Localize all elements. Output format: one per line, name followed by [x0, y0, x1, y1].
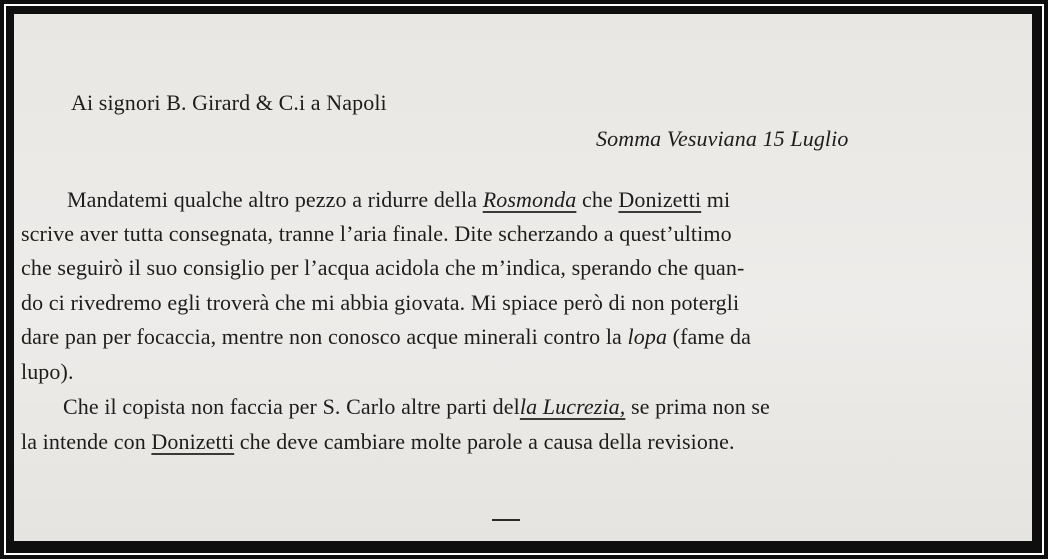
text-span: mi	[701, 187, 731, 212]
underlined-title-lucrezia: la Lucrezia,	[519, 394, 626, 419]
underlined-title-rosmonda: Rosmonda	[482, 187, 577, 212]
paragraph-1-line-6: lupo).	[21, 359, 74, 384]
section-dash	[492, 519, 520, 521]
underlined-name-donizetti: Donizetti	[618, 187, 702, 212]
paragraph-1-line-2: scrive aver tutta consegnata, tranne l’aria finale. Dite scherzando a quest’ultimo	[21, 221, 732, 246]
text-span: se prima non se	[625, 394, 770, 419]
dateline: Somma Vesuviana 15 Luglio	[596, 126, 849, 151]
book-page	[14, 14, 1032, 541]
text-span: che	[576, 187, 619, 212]
paragraph-1-line-4: do ci rivedremo egli troverà che mi abbia giovata. Mi spiace però di non potergli	[21, 290, 740, 315]
text-span: che deve cambiare molte parole a causa della revisione.	[234, 429, 735, 454]
underlined-name-donizetti-2: Donizetti	[151, 429, 235, 454]
paragraph-2-line-1	[63, 394, 770, 420]
paragraph-1-line-5	[21, 324, 751, 350]
paragraph-1-line-1	[67, 187, 730, 213]
paragraph-2-line-2	[21, 429, 735, 455]
text-span: Che il copista non faccia per S. Carlo altre parti del	[63, 394, 520, 419]
italic-word-lopa: lopa	[627, 324, 668, 349]
text-span: Mandatemi qualche altro pezzo a ridurre della	[67, 187, 483, 212]
paragraph-1-line-3: che seguirò il suo consiglio per l’acqua acidola che m’indica, sperando che quan-	[21, 255, 745, 280]
text-span: la intende con	[21, 429, 152, 454]
addressee-line: Ai signori B. Girard & C.i a Napoli	[71, 90, 387, 115]
text-span: dare pan per focaccia, mentre non conosco acque minerali contro la	[21, 324, 628, 349]
text-span: (fame da	[667, 324, 752, 349]
